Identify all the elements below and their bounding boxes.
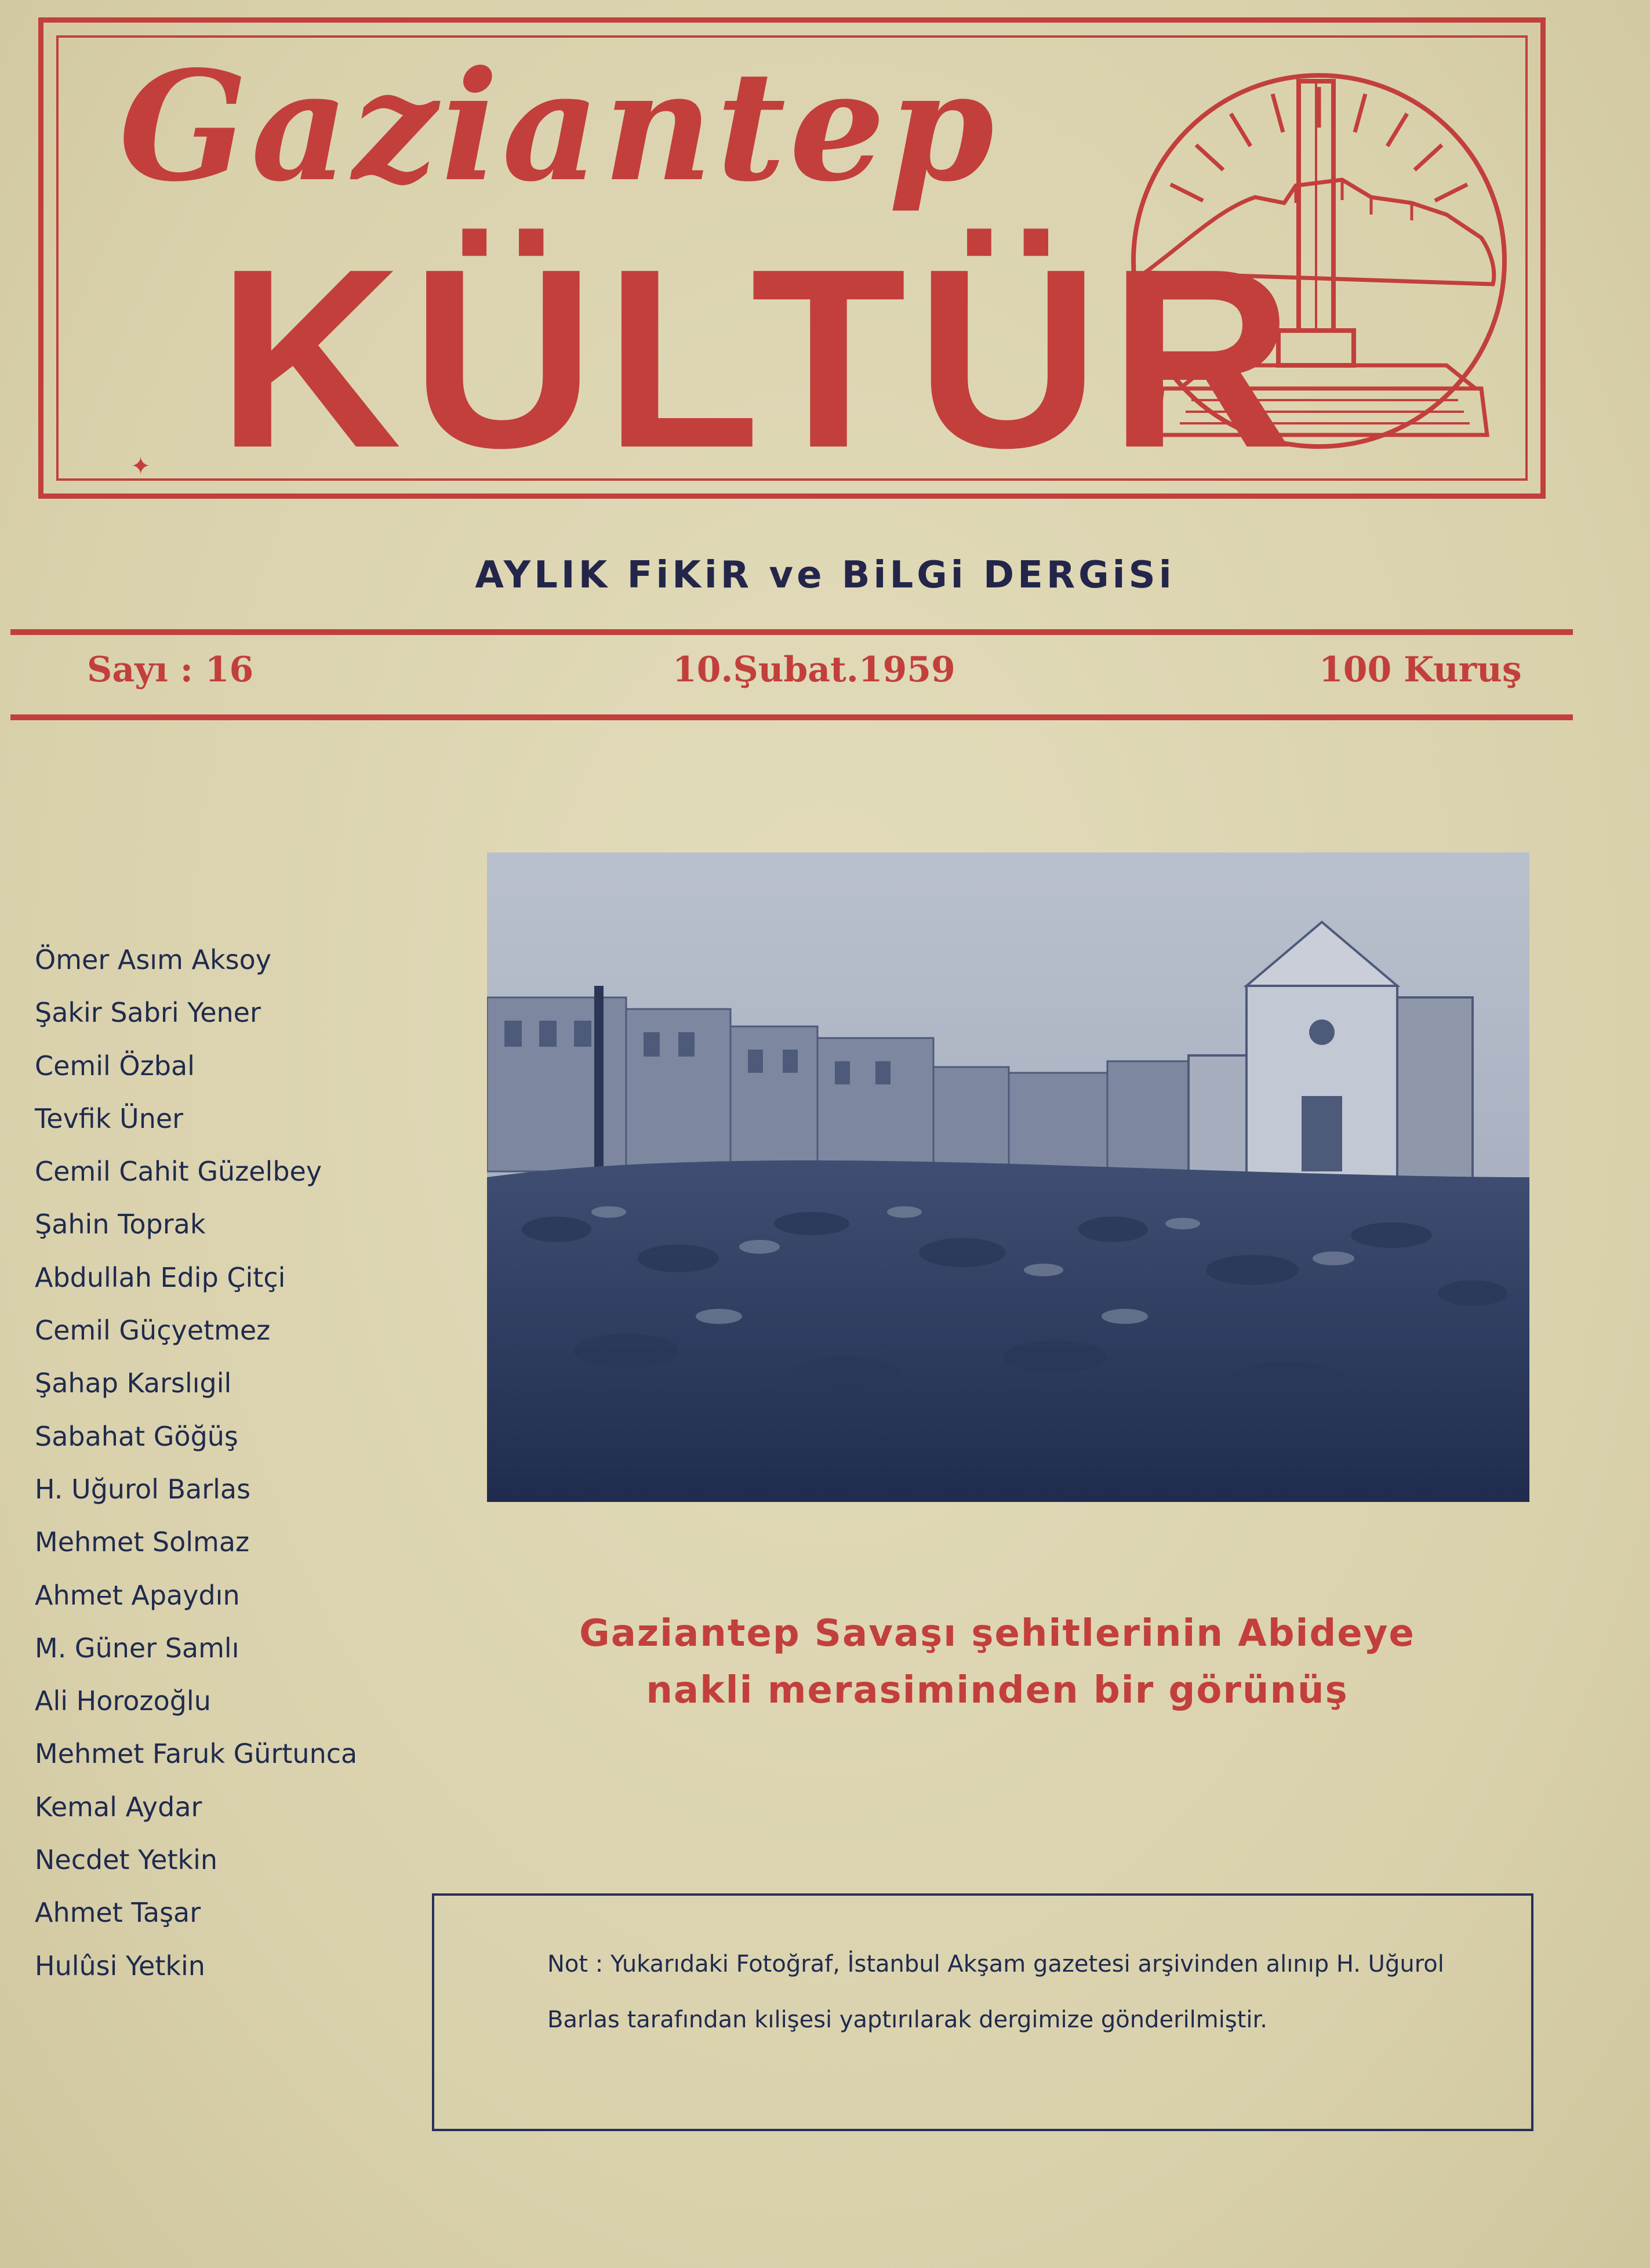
contributor-name: Şahin Toprak (35, 1209, 206, 1240)
contributor-name: Ahmet Apaydın (35, 1579, 240, 1611)
contributor-list (35, 934, 406, 1993)
issue-date: 10.Şubat.1959 (673, 649, 955, 690)
issue-number: Sayı : 16 (87, 649, 254, 690)
photo-note-text: Not : Yukarıdaki Fotoğraf, İstanbul Akşam gazetesi arşivinden alınıp H. Uğurol Barlas tarafından kılişesi yaptırılarak dergimize gönderilmiştir. (547, 1951, 1444, 2033)
masthead-bold-title: KÜLTÜR (217, 216, 1303, 501)
bottom-divider (10, 714, 1573, 720)
contributor-name: Ömer Asım Aksoy (35, 944, 271, 975)
photo-caption-line-1: Gaziantep Savaşı şehitlerinin Abideye (579, 1612, 1415, 1655)
ceremony-photograph (487, 852, 1529, 1502)
photo-note-box (432, 1893, 1533, 2131)
contributor-name: Şahap Karslıgil (35, 1367, 232, 1399)
issue-info-row (0, 649, 1650, 702)
contributor-name: Kemal Aydar (35, 1791, 202, 1823)
masthead-small-mark: ✦ (130, 452, 151, 480)
top-divider (10, 629, 1573, 635)
masthead-subtitle: AYLIK FiKiR ve BiLGi DERGiSi (475, 554, 1175, 597)
masthead-script-title: Gaziantep (119, 38, 998, 215)
contributor-name: Tevfik Üner (35, 1102, 184, 1134)
contributor-name: Mehmet Solmaz (35, 1526, 250, 1558)
contributor-name: M. Güner Samlı (35, 1632, 239, 1664)
photo-caption-line-2: nakli merasiminden bir görünüş (646, 1669, 1349, 1712)
contributor-name: Mehmet Faruk Gürtunca (35, 1738, 358, 1770)
contributor-name: Şakir Sabri Yener (35, 997, 261, 1029)
contributor-name: Hulûsi Yetkin (35, 1950, 205, 1982)
contributor-name: Abdullah Edip Çitçi (35, 1261, 286, 1293)
contributor-name: Cemil Özbal (35, 1050, 195, 1082)
issue-price: 100 Kuruş (1319, 649, 1522, 690)
contributor-name: Cemil Güçyetmez (35, 1315, 271, 1347)
contributor-name: Ali Horozoğlu (35, 1685, 211, 1717)
monument-castle-sunburst-icon (1122, 64, 1516, 458)
contributor-name: Ahmet Taşar (35, 1897, 201, 1929)
contributor-name: Cemil Cahit Güzelbey (35, 1156, 322, 1188)
contributor-name: H. Uğurol Barlas (35, 1473, 251, 1505)
contributor-name: Sabahat Göğüş (35, 1420, 238, 1452)
contributor-name: Necdet Yetkin (35, 1844, 218, 1876)
